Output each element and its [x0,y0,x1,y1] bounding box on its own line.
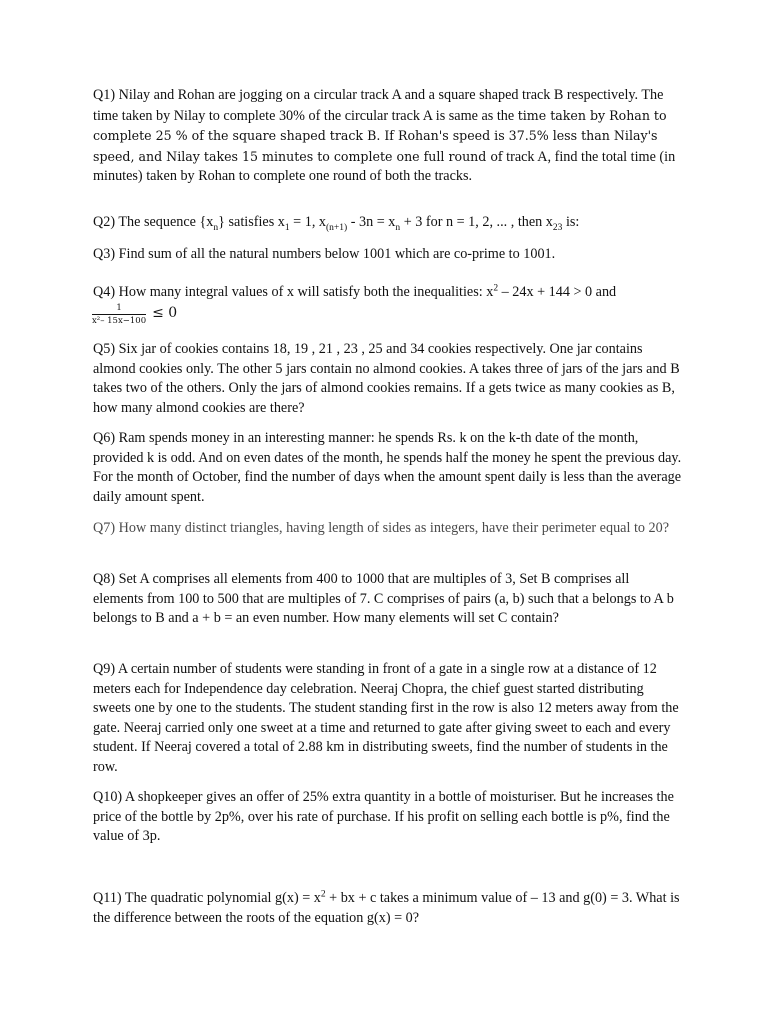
question-2 [93,213,683,233]
q11-text-a: Q11) The quadratic polynomial g(x) = x [93,890,321,906]
q4-sup: 2 [493,283,499,294]
q11-text-b: + bx + c takes a minimum value of – 13 and g(0) = 3. What is the difference between the roots of the equation g(x) = 0? [93,890,680,926]
question-4 [93,283,683,326]
q4-relation: ≤ 0 [152,305,178,322]
q2-sub-n: n [213,222,219,233]
q4-fraction-numerator: 1 [92,303,146,315]
q2-sub-1: 1 [284,222,290,233]
q2-text-b: } satisfies x [218,214,285,230]
question-8: Q8) Set A comprises all elements from 400 to 1000 that are multiples of 3, Set B comprises all elements from 100 to 500 that are multiples of 7. C comprises of pairs (a, b) such that a belongs to A b belongs to B and a + b = an even number. How many elements will set C contain? [93,571,674,626]
question-1-part-2: time taken by Rohan to complete 25 % of the square shaped track B. If Rohan's speed is 37.5% less than Nilay's speed, and Nilay takes 15 minutes to complete one full round of [93,107,667,164]
question-7: Q7) How many distinct triangles, having length of sides as integers, have their perimeter equal to 20? [93,520,670,536]
q2-text-c: = 1, x [289,214,327,230]
q2-sub-n2: n [395,222,401,233]
q11-sup: 2 [320,889,326,900]
question-11 [93,889,683,928]
q2-sub-23: 23 [552,222,563,233]
q2-text-f: is: [562,214,580,230]
q4-text-b: – 24x + 144 > 0 and [498,284,617,300]
q2-text-e: + 3 for n = 1, 2, ... , then x [400,214,553,230]
question-6: Q6) Ram spends money in an interesting manner: he spends Rs. k on the k-th date of the month, provided k is odd. And on even dates of the month, he spends half the money he spent the previous day. For the month of October, find the number of days when the amount spent daily is less than the average daily amount spent. [93,430,682,505]
question-3: Q3) Find sum of all the natural numbers below 1001 which are co-prime to 1001. [93,246,556,262]
q2-text-d: - 3n = x [347,214,396,230]
question-1 [93,86,683,187]
q2-sub-n1: (n+1) [326,222,348,233]
question-10: Q10) A shopkeeper gives an offer of 25% extra quantity in a bottle of moisturiser. But he increases the price of the bottle by 2p%, over his rate of purchase. If his profit on selling each bottle is p%, find the value of 3p. [93,789,674,844]
q4-fraction [92,303,146,326]
q4-text-a: Q4) How many integral values of x will satisfy both the inequalities: x [93,284,494,300]
question-5: Q5) Six jar of cookies contains 18, 19 , 21 , 23 , 25 and 34 cookies respectively. One jar contains almond cookies only. The other 5 jars contain no almond cookies. A takes three of jars of the jars and B takes two of the others. Only the jars of almond cookies remains. If a gets twice as many cookies as B, how many almond cookies are there? [93,341,680,416]
q2-text-a: Q2) The sequence {x [93,214,214,230]
question-1-part-3: track A, find the total time (in minutes) taken by Rohan to complete one round of both the tracks. [93,148,676,184]
question-1-part-1: Q1) Nilay and Rohan are jogging on a circular track A and a square shaped track B respectively. The time taken by Nilay to complete 30% of the circular track A is same as the [93,87,664,124]
question-9: Q9) A certain number of students were standing in front of a gate in a single row at a distance of 12 meters each for Independence day celebration. Neeraj Chopra, the chief guest started distributing sweets one by one to the students. The student standing first in the row is also 12 meters away from the gate. Neeraj carried only one sweet at a time and returned to gate after giving sweet to each and every student. If Neeraj covered a total of 2.88 km in distributing sweets, find the number of students in the row. [93,661,679,775]
q4-fraction-denominator: x²– 15x−100 [92,315,147,326]
